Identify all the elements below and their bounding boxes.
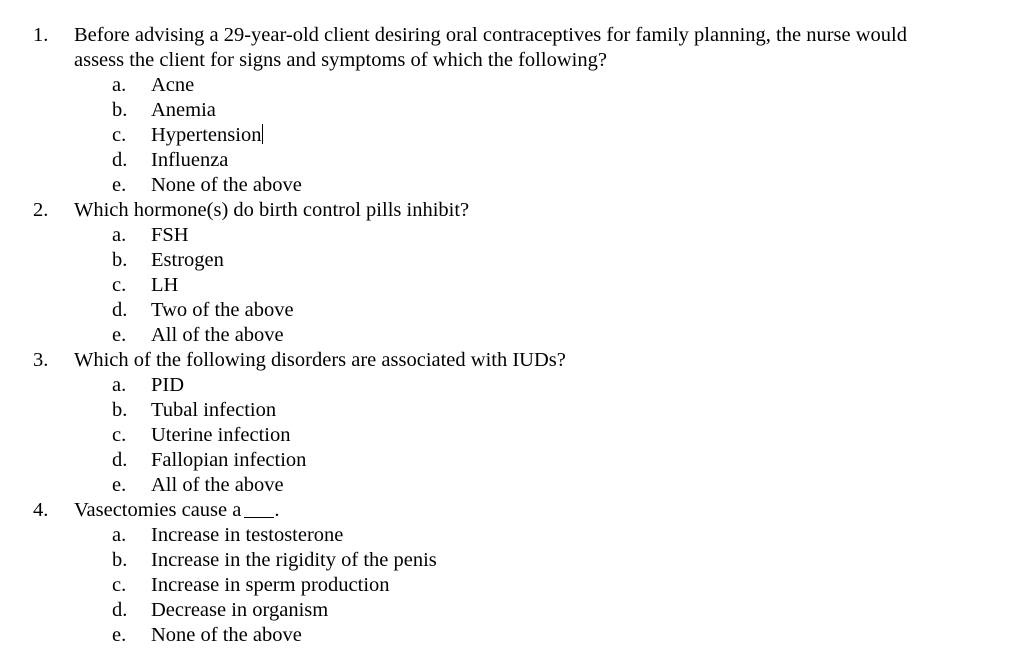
- option-letter: e.: [112, 324, 127, 346]
- question-4-text: Vasectomies cause a: [74, 499, 242, 521]
- option-text: Increase in sperm production: [151, 574, 390, 596]
- question-2-number: 2.: [33, 199, 49, 221]
- option-letter: d.: [112, 299, 128, 321]
- option-letter: e.: [112, 174, 127, 196]
- question-4-suffix: .: [274, 499, 280, 521]
- option-letter: c.: [112, 124, 127, 146]
- option-text: Hypertension: [151, 124, 262, 146]
- fill-in-blank: [244, 501, 274, 518]
- option-letter: b.: [112, 99, 128, 121]
- option-text: Two of the above: [151, 299, 294, 321]
- option-letter: a.: [112, 374, 127, 396]
- option-text-with-cursor[interactable]: [151, 123, 263, 148]
- option-letter: d.: [112, 149, 128, 171]
- question-2-text: Which hormone(s) do birth control pills inhibit?: [74, 199, 470, 221]
- option-letter: d.: [112, 449, 128, 471]
- question-1-number: 1.: [33, 24, 49, 46]
- question-4-text-wrapper: [74, 498, 279, 523]
- option-letter: d.: [112, 599, 128, 621]
- option-letter: a.: [112, 74, 127, 96]
- option-text: None of the above: [151, 624, 302, 646]
- option-text: Tubal infection: [151, 399, 277, 421]
- option-letter: a.: [112, 224, 127, 246]
- option-letter: b.: [112, 249, 128, 271]
- option-text: Influenza: [151, 149, 229, 171]
- option-text: Increase in testosterone: [151, 524, 344, 546]
- option-text: FSH: [151, 224, 189, 246]
- option-letter: b.: [112, 549, 128, 571]
- option-text: Estrogen: [151, 249, 224, 271]
- question-4-number: 4.: [33, 499, 49, 521]
- option-text: All of the above: [151, 474, 284, 496]
- option-text: Fallopian infection: [151, 449, 307, 471]
- question-1-text-line-1: Before advising a 29-year-old client desiring oral contraceptives for family planning, the nurse would: [74, 24, 907, 46]
- option-text: None of the above: [151, 174, 302, 196]
- option-text: Decrease in organism: [151, 599, 329, 621]
- option-text: All of the above: [151, 324, 284, 346]
- question-3-number: 3.: [33, 349, 49, 371]
- option-letter: c.: [112, 274, 127, 296]
- option-letter: e.: [112, 624, 127, 646]
- option-text: Acne: [151, 74, 195, 96]
- option-letter: b.: [112, 399, 128, 421]
- question-1-text-line-2: assess the client for signs and symptoms of which the following?: [74, 49, 607, 71]
- text-cursor: [262, 124, 263, 144]
- option-letter: c.: [112, 424, 127, 446]
- question-3-text: Which of the following disorders are associated with IUDs?: [74, 349, 566, 371]
- option-letter: c.: [112, 574, 127, 596]
- option-letter: a.: [112, 524, 127, 546]
- option-text: Anemia: [151, 99, 216, 121]
- option-text: Increase in the rigidity of the penis: [151, 549, 437, 571]
- option-text: Uterine infection: [151, 424, 291, 446]
- option-text: LH: [151, 274, 179, 296]
- option-letter: e.: [112, 474, 127, 496]
- option-text: PID: [151, 374, 185, 396]
